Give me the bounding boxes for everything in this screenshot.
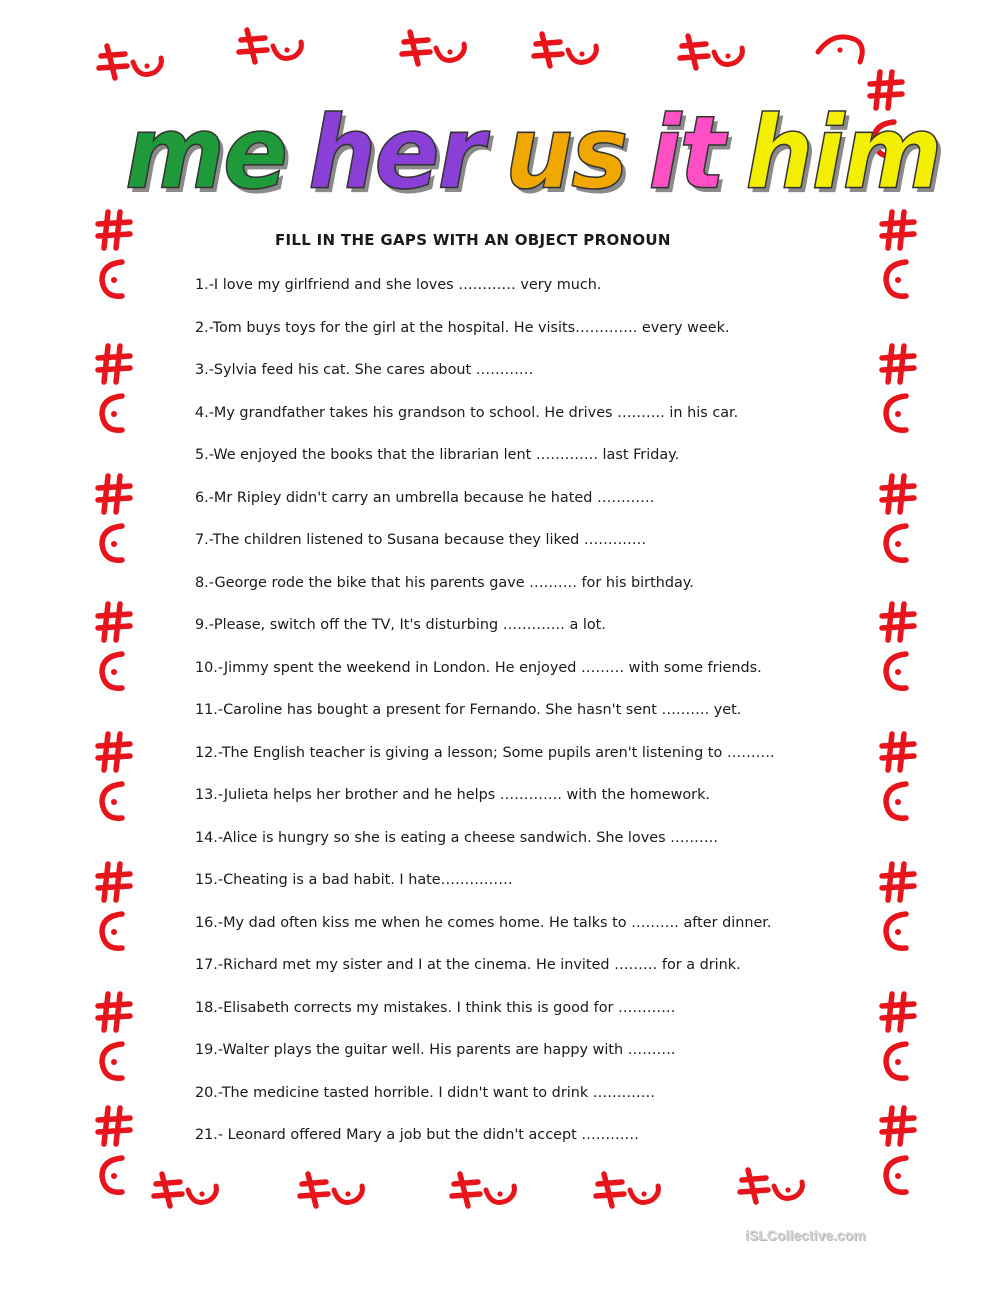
question-item: 3.-Sylvia feed his cat. She cares about ………… — [195, 362, 534, 378]
smiley-face-icon — [98, 864, 130, 948]
question-list — [195, 274, 815, 1167]
smiley-face-icon — [98, 476, 130, 560]
question-item: 19.-Walter plays the guitar well. His parents are happy with ………. — [195, 1042, 676, 1058]
smiley-face-icon — [98, 346, 130, 430]
question-item: 20.-The medicine tasted horrible. I didn't want to drink …………. — [195, 1084, 655, 1101]
question-item: 6.-Mr Ripley didn't carry an umbrella because he hated ………… — [195, 489, 655, 506]
question-item: 7.-The children listened to Susana because they liked …………. — [195, 532, 647, 548]
question-item: 17.-Richard met my sister and I at the cinema. He invited ……… for a drink. — [195, 957, 741, 973]
question-item: 13.-Julieta helps her brother and he helps …………. with the homework. — [195, 787, 710, 803]
watermark: iSLCollective.com — [745, 1227, 866, 1243]
title-word-us: us — [504, 94, 627, 212]
title-word-it: it — [648, 94, 724, 212]
smiley-face-icon — [740, 1170, 802, 1202]
smiley-face-icon — [154, 1174, 216, 1206]
question-item: 2.-Tom buys toys for the girl at the hospital. He visits…………. every week. — [195, 319, 730, 336]
smiley-face-icon — [534, 34, 596, 66]
question-item: 15.-Cheating is a bad habit. I hate…………… — [195, 872, 513, 888]
smiley-face-icon — [882, 604, 914, 688]
smiley-face-icon — [300, 1174, 362, 1206]
smiley-face-icon — [882, 994, 914, 1078]
question-item: 1.-I love my girlfriend and she loves ………… very much. — [195, 277, 602, 293]
question-item: 10.-Jimmy spent the weekend in London. He enjoyed ……… with some friends. — [195, 659, 762, 676]
title-word-her: her — [308, 94, 483, 212]
smiley-face-icon — [98, 994, 130, 1078]
smiley-face-icon — [882, 476, 914, 560]
smiley-face-icon — [98, 604, 130, 688]
question-item: 18.-Elisabeth corrects my mistakes. I think this is good for ………… — [195, 999, 676, 1016]
question-item: 12.-The English teacher is giving a lesson; Some pupils aren't listening to ………. — [195, 744, 775, 761]
smiley-face-icon — [882, 864, 914, 948]
question-item: 21.- Leonard offered Mary a job but the didn't accept ………… — [195, 1127, 639, 1143]
title-banner — [125, 94, 941, 212]
instruction-heading: FILL IN THE GAPS WITH AN OBJECT PRONOUN — [275, 231, 671, 249]
smiley-face-icon — [452, 1174, 514, 1206]
title-word-him: him — [745, 94, 941, 212]
smiley-face-icon — [882, 1108, 914, 1192]
smiley-face-icon — [680, 36, 742, 68]
smiley-face-icon — [98, 212, 130, 296]
question-item: 5.-We enjoyed the books that the librarian lent …………. last Friday. — [195, 447, 680, 463]
smiley-face-icon — [402, 32, 464, 64]
smiley-face-icon — [818, 37, 862, 62]
smiley-face-icon — [882, 346, 914, 430]
question-item: 4.-My grandfather takes his grandson to school. He drives ………. in his car. — [195, 404, 739, 421]
question-item: 16.-My dad often kiss me when he comes home. He talks to ………. after dinner. — [195, 914, 772, 931]
smiley-face-icon — [99, 46, 161, 78]
question-item: 14.-Alice is hungry so she is eating a cheese sandwich. She loves ………. — [195, 829, 718, 846]
smiley-face-icon — [882, 734, 914, 818]
question-item: 9.-Please, switch off the TV, It's disturbing …………. a lot. — [195, 617, 606, 633]
question-item: 11.-Caroline has bought a present for Fernando. She hasn't sent ………. yet. — [195, 702, 742, 718]
title-word-me: me — [125, 94, 287, 212]
smiley-face-icon — [239, 30, 301, 62]
smiley-face-icon — [882, 212, 914, 296]
smiley-face-icon — [98, 1108, 130, 1192]
question-item: 8.-George rode the bike that his parents gave ………. for his birthday. — [195, 574, 694, 591]
smiley-face-icon — [596, 1174, 658, 1206]
smiley-face-icon — [98, 734, 130, 818]
